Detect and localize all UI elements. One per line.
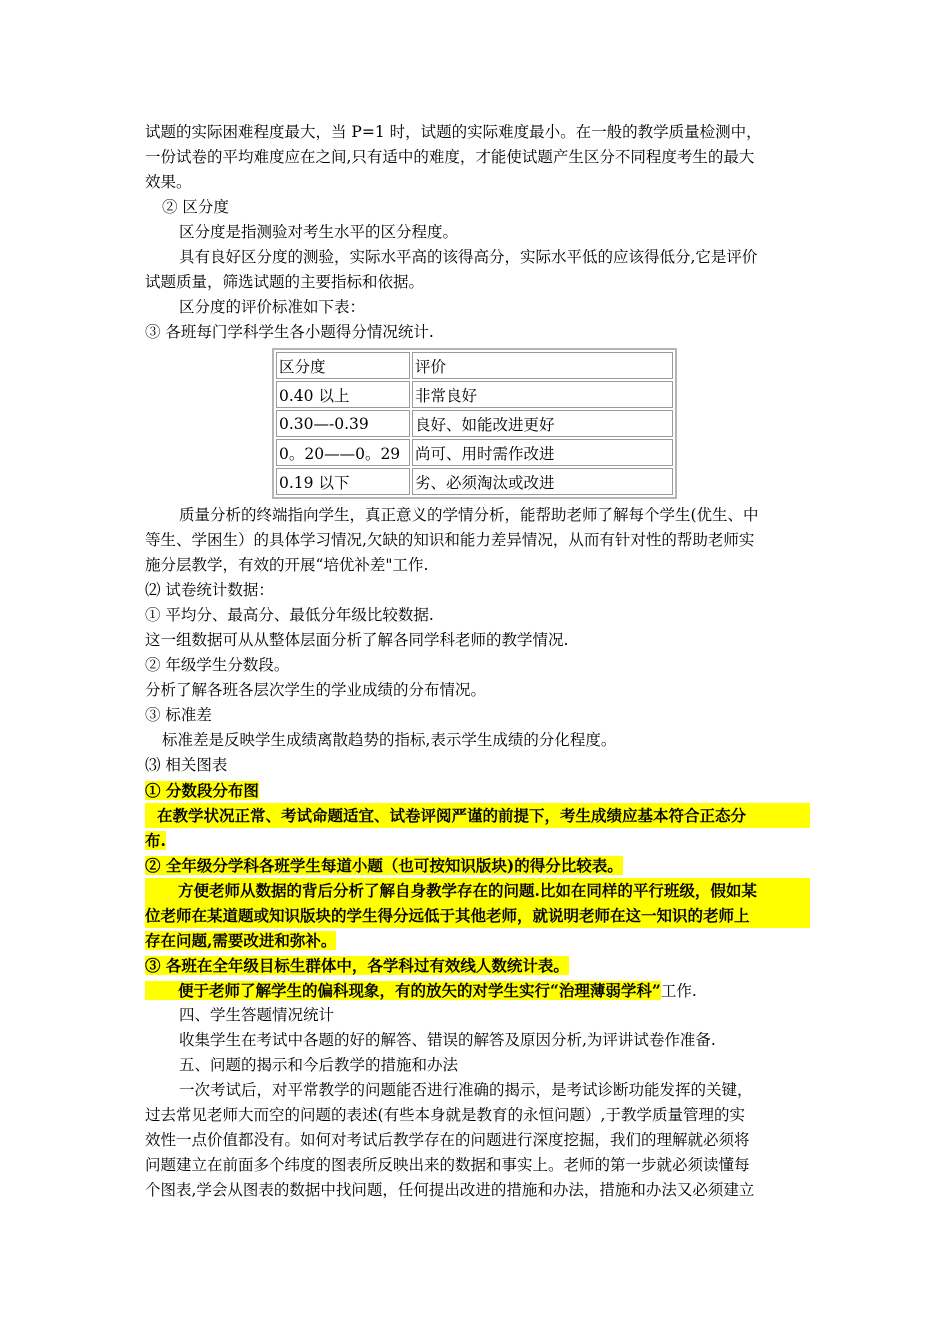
highlight-heading: ③ 各班在全年级目标生群体中，各学科过有效线人数统计表。	[145, 956, 569, 975]
table-cell: 尚可、用时需作改进	[412, 439, 673, 466]
highlight-paragraph: 布.	[145, 831, 166, 850]
document-page	[145, 120, 810, 1203]
paragraph-line: 质量分析的终端指向学生，真正意义的学情分析，能帮助老师了解每个学生(优生、中	[179, 506, 759, 524]
table-cell: 0.40 以上	[276, 381, 410, 408]
paragraph-line: 施分层教学，有效的开展“培优补差"工作.	[145, 556, 429, 574]
paragraph-line: 分析了解各班各层次学生的学业成绩的分布情况。	[145, 681, 487, 699]
table-row	[276, 381, 673, 408]
section-heading: ③ 各班每门学科学生各小题得分情况统计.	[145, 323, 434, 341]
paragraph-line: 问题建立在前面多个纬度的图表所反映出来的数据和事实上。老师的第一步就必须读懂每	[145, 1156, 750, 1174]
paragraph-line: 一次考试后，对平常教学的问题能否进行准确的揭示，是考试诊断功能发挥的关键，	[179, 1081, 753, 1099]
paragraph-line: 效果。	[145, 173, 192, 191]
section-heading: 四、学生答题情况统计	[179, 1006, 335, 1024]
table-cell: 0.19 以下	[276, 468, 410, 495]
paragraph-line: 一份试卷的平均难度应在之间,只有适中的难度，才能使试题产生区分不同程度考生的最大	[145, 148, 755, 166]
highlight-paragraph: 存在问题,需要改进和弥补。	[145, 931, 337, 950]
table-cell: 0.30—-0.39	[276, 410, 410, 437]
highlight-heading: ① 分数段分布图	[145, 781, 259, 800]
section-heading: ② 区分度	[162, 198, 229, 216]
discrimination-table	[272, 348, 677, 499]
paragraph-line: 效性一点价值都没有。如何对考试后教学存在的问题进行深度挖掘，我们的理解就必须将	[145, 1131, 750, 1149]
paragraph-line: 这一组数据可从从整体层面分析了解各同学科老师的教学情况.	[145, 631, 569, 649]
section-heading: ⑵ 试卷统计数据：	[145, 581, 274, 599]
table-cell: 非常良好	[412, 381, 673, 408]
highlight-paragraph: 方便老师从数据的背后分析了解自身教学存在的问题.比如在同样的平行班级，假如某	[145, 878, 810, 903]
paragraph-line: 具有良好区分度的测验，实际水平高的该得高分，实际水平低的应该得低分,它是评价	[179, 248, 758, 266]
table-row	[276, 410, 673, 437]
section-heading: ① 平均分、最高分、最低分年级比较数据.	[145, 606, 434, 624]
paragraph-line: 试题质量，筛选试题的主要指标和依据。	[145, 273, 425, 291]
table-header-cell: 评价	[412, 352, 673, 379]
section-heading: 五、问题的揭示和今后教学的措施和办法	[179, 1056, 459, 1074]
section-heading: ② 年级学生分数段。	[145, 656, 290, 674]
paragraph-line: 收集学生在考试中各题的好的解答、错误的解答及原因分析,为评讲试卷作准备.	[179, 1031, 716, 1049]
paragraph-line: 个图表,学会从图表的数据中找问题，任何提出改进的措施和办法，措施和办法又必须建立	[145, 1181, 755, 1199]
paragraph-line: 等生、学困生）的具体学习情况,欠缺的知识和能力差异情况，从而有针对性的帮助老师实	[145, 531, 755, 549]
section-heading: ③ 标准差	[145, 706, 212, 724]
table-header-row	[276, 352, 673, 379]
highlight-heading: ② 全年级分学科各班学生每道小题（也可按知识版块)的得分比较表。	[145, 856, 623, 875]
table-header-cell: 区分度	[276, 352, 410, 379]
paragraph-line: 区分度是指测验对考生水平的区分程度。	[179, 223, 459, 241]
paragraph-line: 标准差是反映学生成绩离散趋势的指标,表示学生成绩的分化程度。	[162, 731, 617, 749]
table-row	[276, 468, 673, 495]
highlight-paragraph: 便于老师了解学生的偏科现象，有的放矢的对学生实行“治理薄弱学科”	[145, 981, 661, 1000]
table-cell: 劣、必须淘汰或改进	[412, 468, 673, 495]
highlight-paragraph: 位老师在某道题或知识版块的学生得分远低于其他老师，就说明老师在这一知识的老师上	[145, 903, 810, 928]
paragraph-tail: 工作.	[660, 982, 697, 1000]
table-cell: 0。20——0。29	[276, 439, 410, 466]
table-cell: 良好、如能改进更好	[412, 410, 673, 437]
table-row	[276, 439, 673, 466]
paragraph-line: 试题的实际困难程度最大，当 P=1 时，试题的实际难度最小。在一般的教学质量检测中，	[145, 123, 762, 141]
paragraph-line: 区分度的评价标准如下表：	[179, 298, 366, 316]
section-heading: ⑶ 相关图表	[145, 756, 228, 774]
paragraph-line: 过去常见老师大而空的问题的表述(有些本身就是教育的永恒问题）,于教学质量管理的实	[145, 1106, 745, 1124]
highlight-paragraph: 在教学状况正常、考试命题适宜、试卷评阅严谨的前提下，考生成绩应基本符合正态分	[145, 803, 810, 828]
